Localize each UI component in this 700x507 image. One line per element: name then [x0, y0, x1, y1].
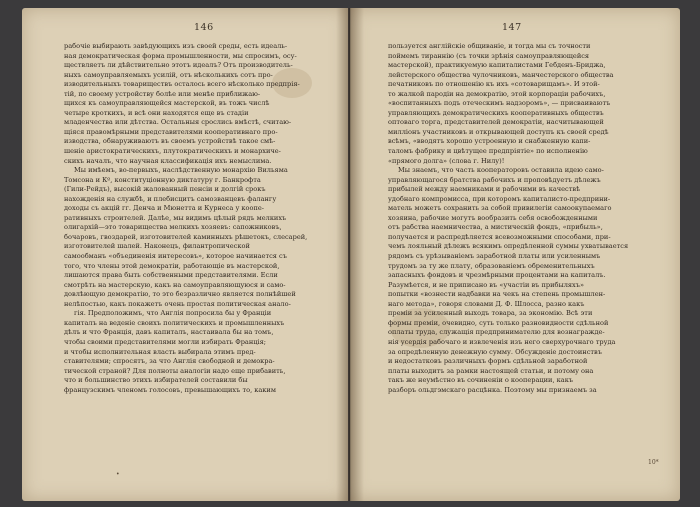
text-line: отъ рабства наемничества, а мистическій фондъ, «прибыль», [388, 223, 603, 232]
text-line: (Гили-Рейдъ), высокій жалованный пенсіи и долгій срокъ [64, 185, 266, 194]
text-line: управляющагося братства рабочихъ и проповѣдуетъ дѣлежъ [388, 175, 601, 184]
text-line: изготовителей шалей. Наконецъ, филантропической [64, 242, 250, 251]
text-line: запасныхъ фондовъ и чрезмѣрными процентами на капиталъ. [388, 271, 606, 280]
text-line: удобнаго компромисса, при которомъ капиталисто-предприни- [388, 194, 611, 203]
text-line: оплаты труда, служащія предпринимателю для вознагражде- [388, 328, 605, 337]
text-line: нелѣпостью, какъ покажетъ очень простая политическая анало- [64, 299, 291, 308]
text-line: управляющихъ демократическихъ кооперативныхъ обществъ [388, 108, 604, 117]
text-line: Мы знаемъ, что часть кооператоровъ оставила идею само- [398, 166, 604, 175]
text-line: бочаровъ, гвоздарей, изготовителей каминныхъ рѣшетокъ, слесарей, [64, 232, 308, 241]
text-line: ративныхъ строителей. Далѣе, мы видимъ цѣлый рядъ мелкихъ [64, 213, 287, 222]
left-page-number: 146 [194, 22, 214, 33]
text-line: что и большинство этихъ избирателей составили бы [64, 376, 248, 385]
left-page-text [64, 42, 326, 395]
text-line: довлѣющую демократію, то это безразлично является полнѣйшей [64, 290, 296, 299]
left-footer-dot: • [116, 471, 120, 478]
text-line: за опредѣленную денежную сумму. Обсужденіе достоинствъ [388, 347, 602, 356]
book-gutter [336, 8, 364, 501]
text-line: ныхъ самоуправляемыхъ усилій, отъ нѣсколькихъ сотъ про- [64, 70, 273, 79]
text-line: ставителями; спросятъ, за что Англія свободной и демокра- [64, 357, 275, 366]
text-line: оптоваго торга, представителей демократіи, насчитывающей [388, 118, 604, 127]
text-line: рабочіе выбирають завѣдующихъ изъ своей среды, есть идеаль- [64, 42, 288, 50]
text-line: такъ же неумѣстно въ сочиненіи о кооперации, какъ [388, 376, 574, 385]
text-line: изводства, обнаруживаютъ въ своемъ устройствѣ такое смѣ- [64, 137, 276, 146]
text-line: прибылей между наемниками и рабочими въ качествѣ [388, 185, 581, 194]
text-line: попытки «вознести надбавки на чекъ на степень промышлен- [388, 290, 606, 299]
text-line: смотрѣть на мастерскую, какъ на самоуправляющуюся и само- [64, 280, 286, 289]
text-line: лишаются права быть собственными представителями. Если [64, 271, 278, 280]
text-line: наго метода», говоря словами Д. Ф. Шлосса, разно какъ [388, 299, 585, 308]
text-line: трудомъ за ту же плату, образованіемъ обременительныхъ [388, 261, 595, 270]
text-line: ная демократическая форма промышленности, мы спросимъ, осу- [64, 51, 297, 60]
text-line: платы выходитъ за рамки настоящей статьи, и потому она [388, 366, 594, 375]
text-line: «прямого долга» (слова г. Нилу)! [388, 156, 505, 165]
text-line: пользуется англійскіе общиваніе, и тогда мы съ точности [388, 42, 591, 50]
text-line: доходы съ акцій гг. Денча и Мюнетта и Курнеса у коопе- [64, 204, 265, 213]
text-line: гія. Предположимъ, что Англія попросила бы у Франціи [74, 309, 272, 318]
text-line: олигархій—это товарищества мелкихъ хозяевъ: сапожниковъ, [64, 223, 282, 232]
text-line: всѣмъ, «вводятъ хорошо устроенную и снабженную капи- [388, 137, 591, 146]
text-line: ществляетъ ли дѣйствительно этотъ идеалъ? Отъ производитель- [64, 61, 293, 70]
text-line: поймемъ тираннію (съ точки зрѣнія самоуправляющейся [388, 51, 590, 60]
text-line: щихся къ самоуправляющейся мастерской, въ тожъ числѣ [64, 99, 270, 108]
text-line: нія усердія рабочаго и извлеченія изъ него сверхурочнаго труда [388, 337, 616, 346]
right-footer-mark: 10* [648, 459, 659, 466]
text-line: дѣлъ и что Франція, давъ капиталъ, настаивала бы на томъ, [64, 328, 274, 337]
text-line: то жалкой пародіи на демократію, этой корпораціи рабочихъ, [388, 89, 606, 98]
text-line: лейстерского общества чулочниковъ, манчестерского общества [388, 70, 614, 79]
text-line: французскимъ членомъ голосовъ, превышающихъ то, каким [64, 385, 276, 394]
text-line: хозяина, рабочие могутъ вообразить себя освобожденными [388, 213, 598, 222]
text-line: Разумѣется, и не приписано въ «участіи въ прибыляхъ» [388, 280, 584, 289]
text-line: того, что члены этой демократіи, работающіе въ мастерской, [64, 261, 280, 270]
left-page [22, 8, 348, 501]
text-line: печатниковъ по отношенію къ ихъ «сотоварищамъ». И этой- [388, 80, 600, 89]
text-line: тій, по своему устройству болѣе или менѣе приближаю- [64, 89, 261, 98]
text-line: таломъ фабрику и цвѣтущее предпріятіе» по исполненію [388, 147, 588, 156]
text-line: рядомъ съ урѣзываніемъ заработной платы или усиленнымъ [388, 252, 601, 261]
text-line: нахожденія на службѣ, и плебисцитъ самозванцевъ фалангу [64, 194, 277, 203]
text-line: преміи за усиленный выходъ товара, за экономію. Всѣ эти [388, 309, 593, 318]
text-line: четыре кроткихъ, и всѣ они находятся еще въ стадіи [64, 108, 249, 117]
text-line: чемъ лояльный дѣлежъ всякимъ опредѣленной суммы ухватывается [388, 242, 629, 251]
text-line: тической страной? Для полноты аналогіи надо еще прибавить, [64, 366, 286, 375]
right-page-number: 147 [502, 22, 522, 33]
text-line: шеніе аристократическихъ, плутократическихъ и монархиче- [64, 147, 281, 156]
text-line: «воспитанныхъ подъ отеческимъ надзоромъ», — присваиваютъ [388, 99, 611, 108]
text-line: чтобы своими представителями могли избирать Франція; [64, 337, 266, 346]
text-line: Мы имѣемъ, во-первыхъ, наслѣдственную монархію Вильяма [74, 166, 288, 175]
right-page-text [388, 42, 660, 395]
text-line: самообманъ «объединенія интересовъ», которое начинается съ [64, 252, 287, 261]
text-line: капиталъ на веденіе своихъ политическихъ и промышленныхъ [64, 318, 285, 327]
text-line: и недостатковъ различныхъ формъ сдѣльной заработной [388, 357, 588, 366]
text-line: получается и распредѣляется всевозможными способами, при- [388, 232, 611, 241]
text-line: изводительныхъ товариществъ осталось всего нѣсколько предпрія- [64, 80, 300, 89]
text-line: матель можетъ сохранить за собой привилегіи самоокупаемаго [388, 204, 612, 213]
text-line: мастерской), практикуемую капиталистами Гебденъ-Бриджа, [388, 61, 606, 70]
right-page [350, 8, 680, 501]
text-line: скихъ началъ, что научная классификація ихъ немыслима. [64, 156, 272, 165]
text-line: милліонъ участниковъ и открывающей доступъ къ своей средѣ [388, 127, 609, 136]
text-line: формы преміи, очевидно, суть только разновидности сдѣльной [388, 318, 609, 327]
text-line: младенчества или дѣтства. Остальныя срослись вмѣстѣ, считаю- [64, 118, 292, 127]
text-line: щіяся правомѣрными представителями кооперативнаго про- [64, 127, 278, 136]
text-line: Томсона и Кº, конституціонную диктатуру г. Банкрофта [64, 175, 261, 184]
text-line: разборъ ольдгэмскаго расцѣнка. Поэтому мы признаемъ за [388, 385, 597, 394]
text-line: и чтобы исполнительная власть выбирала этимъ пред- [64, 347, 256, 356]
